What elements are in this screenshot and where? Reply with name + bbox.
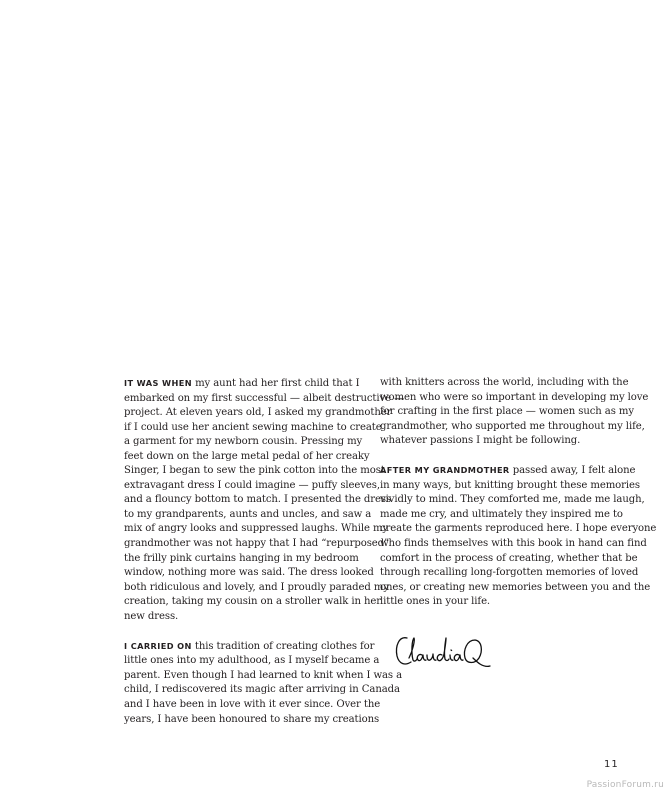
text-line: vividly to mind. They comforted me, made me laugh, bbox=[380, 494, 645, 506]
text-line: Singer, I began to sew the pink cotton into the most bbox=[124, 465, 385, 477]
text-line: little ones into my adulthood, as I myself became a bbox=[124, 655, 380, 667]
paragraph-spacer bbox=[380, 449, 622, 464]
text-line: in many ways, but knitting brought these memories bbox=[380, 479, 640, 491]
text-line: to my grandparents, aunts and uncles, and saw a bbox=[124, 508, 372, 520]
text-line: feet down on the large metal pedal of her creaky bbox=[124, 450, 370, 462]
text-line: ones, or creating new memories between you and the bbox=[380, 581, 651, 593]
paragraph-grandmother bbox=[380, 463, 657, 609]
text-line: a garment for my newborn cousin. Pressing my bbox=[124, 436, 363, 448]
paragraph-knitters-continued bbox=[380, 376, 649, 449]
author-signature bbox=[393, 632, 493, 674]
right-column bbox=[380, 376, 657, 610]
lead-in: IT WAS WHEN bbox=[124, 378, 192, 388]
text-line: grandmother, who supported me throughout my life, bbox=[380, 420, 645, 432]
text-line: comfort in the process of creating, whether that be bbox=[380, 552, 638, 564]
text-line: the frilly pink curtains hanging in my bedroom bbox=[124, 552, 359, 564]
paragraph-carried-on bbox=[124, 639, 403, 727]
text-line: create the garments reproduced here. I hope everyone bbox=[380, 523, 657, 535]
text-line: little ones in your life. bbox=[380, 596, 491, 608]
text-line: new dress. bbox=[124, 610, 179, 622]
text-line: AFTER MY GRANDMOTHER passed away, I felt alone bbox=[380, 465, 636, 477]
text-line: embarked on my first successful — albeit destructive — bbox=[124, 392, 405, 404]
text-line: mix of angry looks and suppressed laughs. While my bbox=[124, 523, 389, 535]
text-line: years, I have been honoured to share my creations bbox=[124, 713, 380, 725]
text-line: both ridiculous and lovely, and I proudly paraded my bbox=[124, 581, 389, 593]
text-line: window, nothing more was said. The dress looked bbox=[124, 567, 374, 579]
text-line: and I have been in love with it ever since. Over the bbox=[124, 699, 381, 711]
text-line: project. At eleven years old, I asked my grandmother bbox=[124, 407, 392, 419]
paragraph-childhood-dress bbox=[124, 376, 405, 624]
text-line: I CARRIED ON this tradition of creating clothes for bbox=[124, 640, 375, 652]
text-line: through recalling long-forgotten memories of loved bbox=[380, 567, 639, 579]
text-line: whatever passions I might be following. bbox=[380, 435, 581, 447]
text-line: extravagant dress I could imagine — puffy sleeves, bbox=[124, 479, 380, 491]
text-line: if I could use her ancient sewing machine to create bbox=[124, 421, 382, 433]
page-number: 11 bbox=[604, 759, 619, 770]
text-line: IT WAS WHEN my aunt had her first child that I bbox=[124, 378, 360, 389]
text-line: grandmother was not happy that I had “repurposed” bbox=[124, 538, 390, 550]
text-line: women who were so important in developing my love bbox=[380, 391, 649, 403]
text-line: parent. Even though I had learned to knit when I was a bbox=[124, 669, 403, 681]
text-line: with knitters across the world, including with the bbox=[380, 377, 629, 388]
text-line: made me cry, and ultimately they inspired me to bbox=[380, 508, 623, 520]
paragraph-spacer bbox=[124, 624, 366, 639]
text-line: and a flouncy bottom to match. I presented the dress bbox=[124, 494, 392, 506]
text-line: for crafting in the first place — women such as my bbox=[380, 406, 634, 418]
left-column bbox=[124, 376, 405, 727]
watermark: PassionForum.ru bbox=[586, 780, 664, 790]
lead-in: AFTER MY GRANDMOTHER bbox=[380, 465, 510, 476]
text-line: child, I rediscovered its magic after arriving in Canada bbox=[124, 684, 400, 696]
text-line: who finds themselves with this book in hand can find bbox=[380, 538, 647, 550]
text-line: creation, taking my cousin on a stroller walk in her bbox=[124, 596, 382, 608]
lead-in: I CARRIED ON bbox=[124, 640, 192, 651]
